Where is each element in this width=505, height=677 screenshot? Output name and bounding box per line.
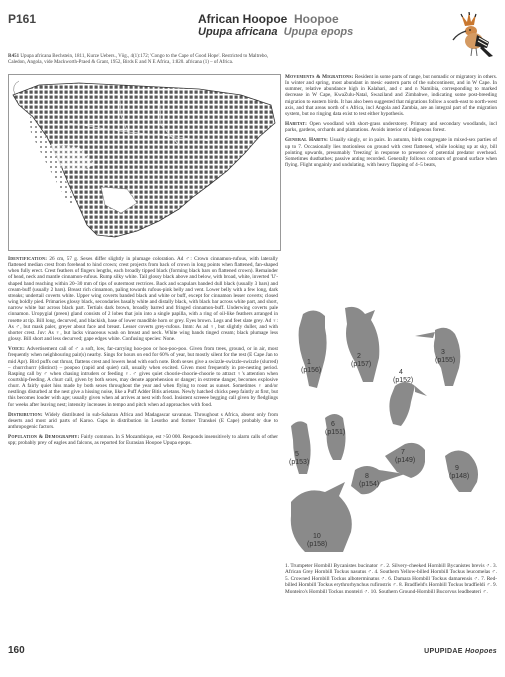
silhouette-crowned-hornbill [291, 421, 311, 474]
identification-section: Identification: 26 cm, 57 g. Sexes differ slightly in plumage coloration. Ad ♂: Crown cinnamon-rufous, with laterally flattened median crest from forehead to hind crown; crest projects from back of crown in long points when flattened, fan-shaped when fully erect. Crest feathers of fingers lengths, each broadly tipped black (forming black bars on flattened crown). Remainder of head, neck and mantle cinnamon-rufous. Rump silky white. Tail glossy black above and below, with broad, white, inverted 'U'-shaped band reaching within 20–30 mm of tips of outermost rectrices. Back and scapulars banded dull black (usually 3 bars) and cream-buff (usually 2 bars). Breast rich cinnamon, paling towards rufous-pink belly and vent. Lower belly with a few long, dark streaks; undertail coverts white. Upper wing coverts banded black and white or buff, except for cinnamon lesser coverts; closed wing boldly pied. Primaries glossy black, secondaries basally white and distally black, with black bar across white part, and short, narrow white bar across black part. Tertials dark brown, broadly barred and fringed cinnamon-buff. Underwing coverts pale cinnamon. Uropygial (preen) gland consists of 2 lobes that join into a single papilla, with a ring of oil-like feathers arranged in rosette at tip. Bill long, decurved, and blackish, base of lower mandible horn or grey. Eyes brown. Legs and feet slate grey. Ad ♀: As ♂, but mask paler, greyer about face and breast. Lesser coverts grey-rufous. Imm: As ad ♀, but slightly duller, and with shorter crest. Juv: As ♀, but lacks vinaceous wash on breast and neck. White wing bands tinged cream; black plumage less glossy. Bill short and less decurved; gape edges white. Confusing species: None. [8, 256, 278, 343]
movements-section: Movements & Migrations: Resident in some parts of range, but nomadic or migratory in others. In winter and spring, most abundant in mesic eastern parts of the subcontinent, and in W Cape. In summer, relative abundance high in Kalahari, and c and n Namibia, corresponding to marked decrease in W Cape, KwaZulu-Natal, Swaziland and Zimbabwe, indicating some post-breeding migration to eastern birds. It has also been suggested that migrations follow a south-east to north-west axis, and that areas north of s Africa, incl Angola and Zambia, are an integral part of the migration system, but no ringing data exist to test either hypothesis. [285, 74, 497, 117]
population-section: Population & Demography: Fairly common. In S Mozambique, est >50 000. Responds insensitively to alarm calls of other spp; probably prey of eagles and falcons, as reported for Eurasian Hoopoe Upupa epops. [8, 434, 278, 447]
hoopoe-illustration [447, 12, 495, 58]
species-common-name: African Hoopoe Hoopoe [198, 12, 339, 26]
left-column-text [8, 256, 278, 648]
habitat-section: Habitat: Open woodland with short-grass understorey. Primary and secondary woodlands, incl parks, gardens, orchards and plantations. Avoids interior of indigenous forest. [285, 121, 497, 134]
plate-label-9: 9 (p148) [449, 465, 470, 480]
plate-label-2: 2 (p157) [351, 353, 372, 368]
species-common-name-alt: Hoopoe [294, 12, 339, 26]
plate-label-3: 3 (p155) [435, 349, 456, 364]
silhouette-trumpeter-hornbill [299, 310, 327, 388]
plate-label-10: 10 (p158) [307, 533, 328, 548]
silhouette-figure [285, 306, 497, 561]
page-header [8, 12, 497, 38]
plate-code: P161 [8, 12, 37, 26]
plate-label-7: 7 (p149) [395, 449, 416, 464]
distribution-map [8, 74, 281, 251]
species-scientific-name-alt: Upupa epops [283, 26, 354, 38]
habits-section: General Habits: Usually singly, or in pairs. In autumn, birds congregate in mixed-sex parties of up to 7. Occasionally lies motionless on ground with crest flattened, while looking up at sky, bill pointing upwards, presumably 'freezing' in response to presence of potential predator overhead. Sometimes dustbathes; passive anting recorded. Generally follows contours of ground surface when flying. Flight ungainly and undulating, with heavy flapping of 4–5 beats, [285, 137, 497, 169]
plate-label-6: 6 (p151) [325, 421, 346, 436]
silhouette-monteiros-hornbill [445, 450, 478, 492]
silhouette-damara-hornbill [325, 414, 346, 460]
right-column-text [285, 74, 497, 302]
silhouette-silvery-cheeked-hornbill [345, 307, 379, 382]
silhouette-yellow-billed-hornbill [389, 382, 427, 426]
reference-note: R451 Upupa africana Bechstein, 1811, Kurze Uebers., Vög., 4(1):172; 'Congo to the Cape of Good Hope'. Restricted to Maltrebo, Caledon, Angola, vide Mackworth-Praed & Grant, 1952, Birds E and N E Africa, 1:820. africana (1) – of Africa. [8, 54, 269, 65]
plate-label-4: 4 (p152) [393, 369, 414, 384]
distribution-section: Distribution: Widely distributed in sub-Saharan Africa and Madagascar savannas. Throughout s Africa, absent only from deserts and most arid parts of Karoo. Gaps in distribution in Lesotho and former Transkei (E Cape) probably due to anthropogenic factors. [8, 411, 278, 431]
voice-section: Voice: Advertisement call of ♂ a soft, low, far-carrying hoo-poo or hoo-poo-poo. Given from trees, ground, or in air, most frequently when neighbouring pair(s) nearby. Sings for hours on end for 60% of year, but mostly silent for the rest (E Cape Jan to mid Apr). Bird puffs out throat, flattens crest and lowers head with each note. Both sexes give a swizzle-swizzle-swizzle (slurred) – churrchurrr (distinct) – poopoo (rapid and quiet) call, usually when excited. Given most frequently in pre-nesting period. Rasping call by ♂ when chasing intruders or feeding ♀. ♂ gives quiet choorie-choorie-choorie to attract ♀'s attention when courtship-feeding. A churr call, given by both sexes, may denote apprehension or danger; in extreme danger, becomes explosive churr. A fairly quiet hiss made by both sexes throughout the year and when flying to roost as sunset. Sometimes ♀ and/or nestlings disturbed at the nest give a hissing noise, like a Puff Adder Bitis arietans. Newly hatched chicks peep faintly at first, but this becomes louder with age; usually given when ad arrives at nest with food. Insistent screeee begging call given by fledglings for weeks after leaving nest; intensity increases in tempo and pitch when ad approaches with food. [8, 346, 278, 408]
plate-label-5: 5 (p153) [289, 451, 310, 466]
plate-caption: 1. Trumpeter Hornbill Bycanistes bucinator ♂. 2. Silvery-cheeked Hornbill Bycanistes brevis ♂. 3. African Grey Hornbill Tockus nasutus ♂. 4. Southern Yellow-billed Hornbill Tockus leucomelas ♂. 5. Crowned Hornbill Tockus alboterminatus ♂. 6. Damara Hornbill Tockus damarensis ♂. 7. Red-billed Hornbill Tockus erythrorhynchus rufirostris ♂. 8. Bradfield's Hornbill Tockus bradfieldi ♂. 9. Monteiro's Hornbill Tockus monteiri ♂. 10. Southern Ground-Hornbill Bucorvus leadbeateri ♂. [285, 563, 497, 595]
running-footer: UPUPIDAE Hoopoes [424, 648, 497, 655]
plate-label-8: 8 (p154) [359, 473, 380, 488]
species-scientific-name: Upupa africana Upupa epops [198, 26, 354, 38]
plate-label-1: 1 (p156) [301, 359, 322, 374]
hornbill-silhouette-plate [285, 306, 497, 561]
southern-africa-map [9, 75, 280, 250]
page-number: 160 [8, 645, 25, 656]
